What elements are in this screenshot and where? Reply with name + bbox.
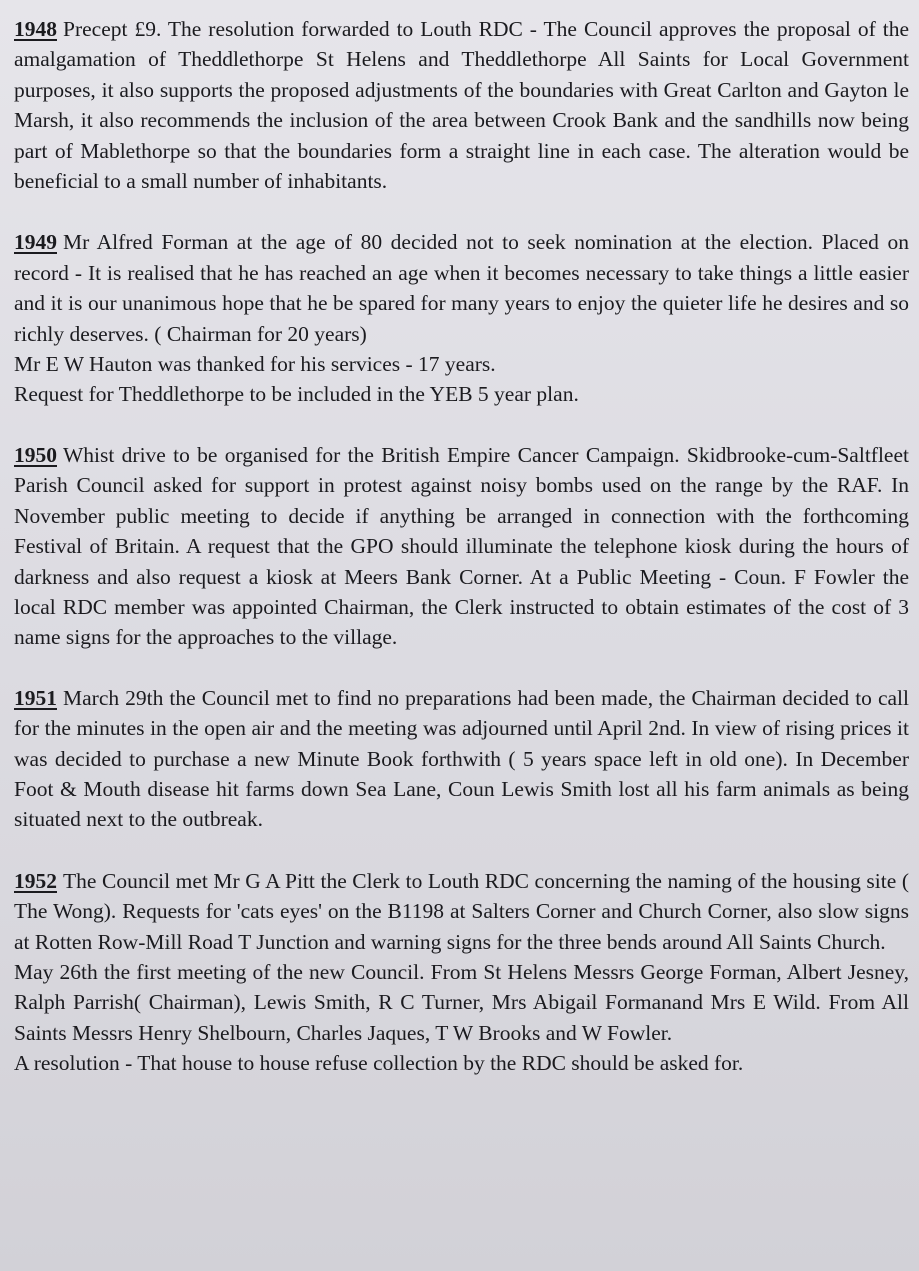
entry-text: March 29th the Council met to find no preparations had been made, the Chairman decided to call for the minutes in the open air and the meeting was adjourned until April 2nd. In view of rising prices it was decided to purchase a new Minute Book forthwith ( 5 years space left in old one). In December Foot & Mouth disease hit farms down Sea Lane, Coun Lewis Smith lost all his farm animals as being situated next to the outbreak. — [14, 685, 909, 832]
entry-paragraph — [14, 227, 909, 349]
entry-year: 1952 — [14, 868, 57, 893]
entry-year: 1948 — [14, 17, 57, 41]
entry-paragraph: May 26th the first meeting of the new Council. From St Helens Messrs George Forman, Albert Jesney, Ralph Parrish( Chairman), Lewis Smith, R C Turner, Mrs Abigail Formanand Mrs E Wild. From All Saints Messrs Henry Shelbourn, Charles Jaques, T W Brooks and W Fowler. — [14, 959, 909, 1045]
entry-paragraph — [14, 683, 909, 835]
entry-paragraph — [14, 866, 909, 957]
entry-year: 1950 — [14, 442, 57, 467]
entry-text: Whist drive to be organised for the British Empire Cancer Campaign. Skidbrooke-cum-Saltfleet Parish Council asked for support in protest against noisy bombs used on the range by the RAF. In November public meeting to decide if anything be arranged in connection with the forthcoming Festival of Britain. A request that the GPO should illuminate the telephone kiosk during the hours of darkness and also request a kiosk at Meers Bank Corner. At a Public Meeting - Coun. F Fowler the local RDC member was appointed Chairman, the Clerk instructed to obtain estimates of the cost of 3 name signs for the approaches to the village. — [14, 442, 909, 650]
entry-text: The Council met Mr G A Pitt the Clerk to Louth RDC concerning the naming of the housing site ( The Wong). Requests for 'cats eyes' on the B1198 at Salters Corner and Church Corner, also slow signs at Rotten Row-Mill Road T Junction and warning signs for the three bends around All Saints Church. — [14, 868, 909, 954]
entry-1951 — [14, 683, 909, 835]
entry-paragraph: A resolution - That house to house refuse collection by the RDC should be asked for. — [14, 1051, 744, 1076]
entry-year: 1951 — [14, 685, 57, 710]
entry-paragraph: Request for Theddlethorpe to be included in the YEB 5 year plan. — [14, 382, 579, 407]
entry-text: Precept £9. The resolution forwarded to Louth RDC - The Council approves the proposal of the amalgamation of Theddlethorpe St Helens and Theddlethorpe All Saints for Local Government purposes, it also supports the proposed adjustments of the boundaries with Great Carlton and Gayton le Marsh, it also recommends the inclusion of the area between Crook Bank and the sandhills now being part of Mablethorpe so that the boundaries form a straight line in each case. The alteration would be beneficial to a small number of inhabitants. — [14, 17, 909, 194]
entry-1952 — [14, 866, 909, 1079]
entry-1949 — [14, 227, 909, 409]
entry-paragraph: Mr E W Hauton was thanked for his services - 17 years. — [14, 352, 496, 377]
entry-paragraph — [14, 14, 909, 196]
entry-text: Mr Alfred Forman at the age of 80 decided not to seek nomination at the election. Placed on record - It is realised that he has reached an age when it becomes necessary to take things a little easier and it is our unanimous hope that he be spared for many years to enjoy the quieter life he desires and so richly deserves. ( Chairman for 20 years) — [14, 230, 909, 346]
entry-paragraph — [14, 440, 909, 653]
entry-1948 — [14, 14, 909, 196]
entry-1950 — [14, 440, 909, 653]
entry-year: 1949 — [14, 230, 57, 255]
